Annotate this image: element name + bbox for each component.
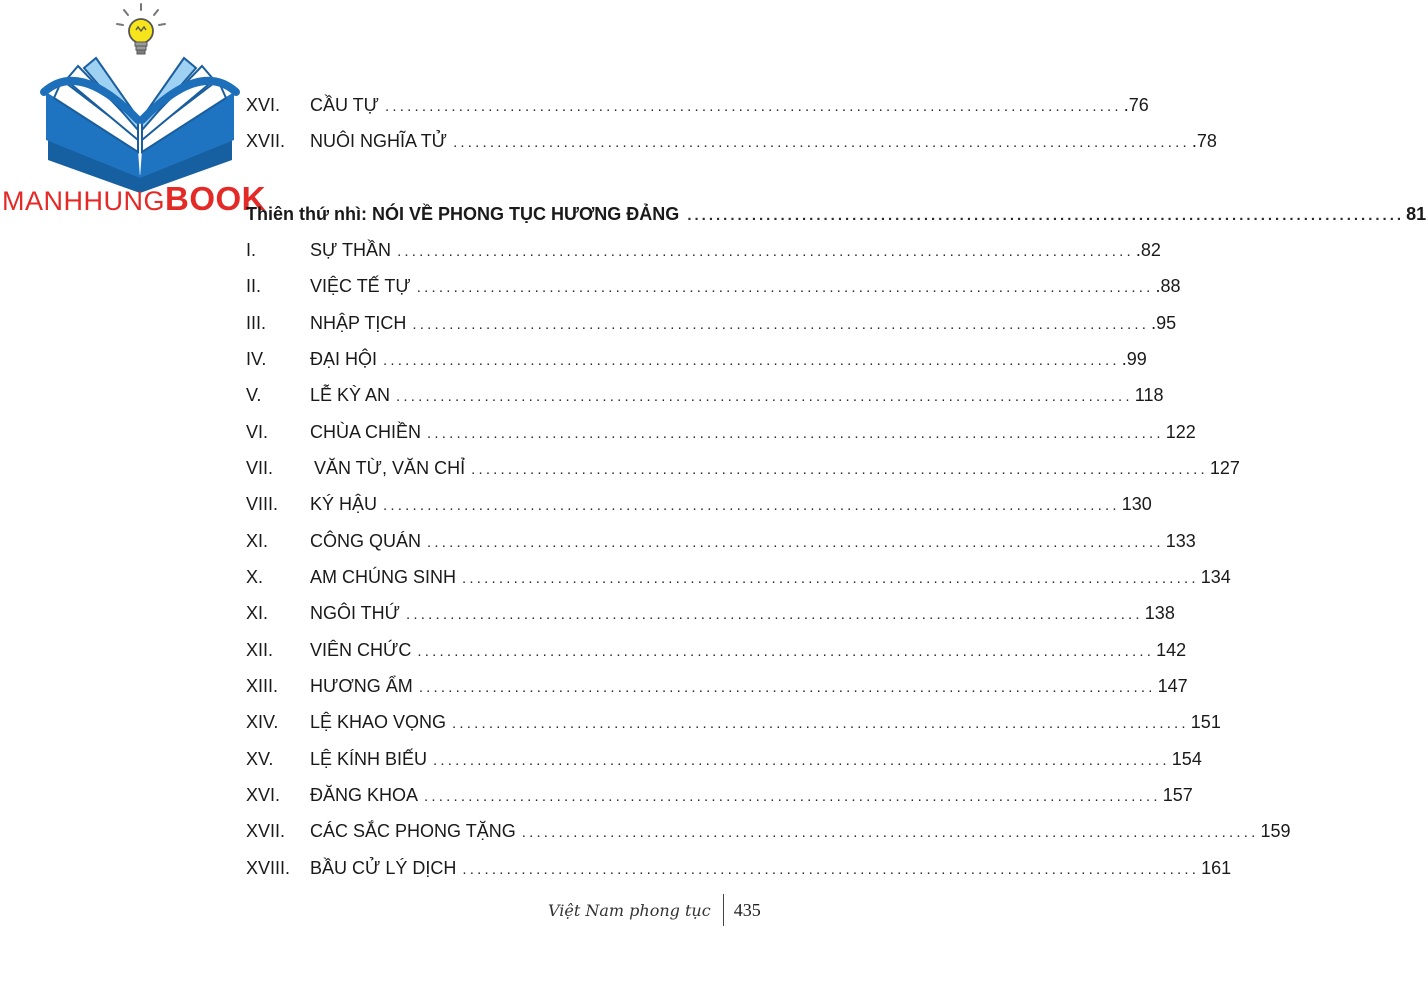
toc-entry-page: .78 [1191,131,1217,151]
running-footer-title: Việt Nam phong tục [548,900,711,920]
toc-entry [246,744,1202,774]
section-heading-title: Thiên thứ nhì: NÓI VỀ PHONG TỤC HƯƠNG ĐẢNG [246,204,680,224]
brand-name-part2: BOOK [165,180,266,217]
toc-entry-number: XV. [246,749,274,769]
dot-leader: .................................................................................................... [433,752,1170,769]
toc-entry-number: VII. [246,458,274,478]
toc-entry-title: BẦU CỬ LÝ DỊCH [310,858,457,878]
toc-entry-page: .95 [1151,313,1177,333]
toc-entry [246,598,1175,628]
dot-leader: .................................................................................................... [383,352,1120,369]
open-book-icon [44,58,236,193]
toc-entry-title: CẦU TỰ [310,95,380,115]
dot-leader: .................................................................................................... [452,715,1189,732]
dot-leader: .................................................................................................... [424,788,1161,805]
toc-entry-title: LỄ KỲ AN [310,385,391,405]
dot-leader: .................................................................................................... [396,388,1133,405]
toc-entry-page: .82 [1135,240,1161,260]
toc-entry-title: ĐẠI HỘI [310,349,378,369]
dot-leader: .................................................................................................... [418,679,1156,696]
page-footer [548,894,761,926]
toc-entry-page: .99 [1121,349,1147,369]
toc-entry-title: LỆ KHAO VỌNG [310,712,447,732]
toc-entry-number: III. [246,313,267,333]
dot-leader: .................................................................................................... [412,316,1150,333]
toc-entry [246,562,1231,592]
toc-entry-page: .76 [1123,95,1149,115]
toc-entry [246,635,1187,665]
toc-entry [246,126,1217,156]
toc-entry-title: NGÔI THỨ [310,603,401,623]
toc-entry-page: 159 [1260,821,1291,841]
toc-entry-page: 157 [1162,785,1193,805]
toc-entry-number: I. [246,240,257,260]
section-heading-page: 81 [1406,204,1426,224]
toc-entry [246,780,1193,810]
toc-entry [246,526,1196,556]
toc-entry-page: 154 [1171,749,1202,769]
toc-entry-title: KÝ HẬU [310,494,378,514]
toc-entry-number: IV. [246,349,267,369]
toc-entry [246,417,1196,447]
toc-entry-number: II. [246,276,262,296]
toc-entry-page: 130 [1121,494,1152,514]
toc-entry-page: 127 [1209,458,1240,478]
toc-entry-title: ĐĂNG KHOA [310,785,419,805]
toc-entry-page: 134 [1200,567,1231,587]
dot-leader: .................................................................................................... [383,497,1120,514]
toc-entry-title: CHÙA CHIỀN [310,422,422,442]
brand-name [2,180,266,218]
dot-leader: .................................................................................................... [462,570,1199,587]
toc-entry-title: VĂN TỪ, VĂN CHỈ [314,458,466,478]
toc-entry [246,308,1177,338]
toc-entry-title: LỆ KÍNH BIẾU [310,749,428,769]
toc-entry [246,853,1232,883]
toc-entry-title: HƯƠNG ẨM [310,676,413,696]
toc-entry [246,344,1147,374]
dot-leader: .................................................................................................... [687,207,1405,224]
toc-entry-number: XIV. [246,712,279,732]
toc-entry-page: 147 [1157,676,1188,696]
dot-leader: .................................................................................................... [385,98,1122,115]
toc-entry-title: NUÔI NGHĨA TỬ [310,131,448,151]
toc-entry-title: VIÊN CHỨC [310,640,412,660]
toc-entry-title: CÔNG QUÁN [310,531,422,551]
toc-entry-number: VI. [246,422,269,442]
toc-entry [246,816,1291,846]
toc-entry-page: 133 [1165,531,1196,551]
toc-entry-number: XIII. [246,676,279,696]
toc-entry [246,707,1221,737]
brand-name-part1: MANHHUNG [2,186,165,216]
toc-entry-page: .88 [1155,276,1181,296]
toc-entry [246,453,1240,483]
toc-entry-page: 151 [1190,712,1221,732]
dot-leader: .................................................................................................... [462,861,1200,878]
dot-leader: .................................................................................................... [427,425,1164,442]
toc-entry-page: 142 [1156,640,1187,660]
dot-leader: .................................................................................................... [453,134,1190,151]
toc-entry-number: XVI. [246,95,281,115]
toc-entry [246,271,1181,301]
toc-entry-page: 118 [1134,385,1164,405]
page-number: 435 [733,899,761,920]
toc-entry-title: CÁC SẮC PHONG TẶNG [310,821,516,841]
toc-entry-number: XII. [246,640,274,660]
lightbulb-icon [117,4,165,54]
toc-entry [246,90,1149,120]
dot-leader: .................................................................................................... [417,643,1155,660]
toc-entry-number: XVII. [246,821,286,841]
toc-entry-number: V. [246,385,262,405]
dot-leader: .................................................................................................... [406,606,1143,623]
dot-leader: .................................................................................................... [397,243,1134,260]
toc-entry-number: XVI. [246,785,281,805]
toc-entry-title: SỰ THẦN [310,240,392,260]
toc-entry [246,380,1164,410]
dot-leader: .................................................................................................... [471,461,1208,478]
toc-entry-number: VIII. [246,494,279,514]
toc-entry-number: XI. [246,603,269,623]
toc-entry-title: VIỆC TẾ TỰ [310,276,411,296]
toc-entry-number: XVIII. [246,858,291,878]
toc-entry-number: XVII. [246,131,286,151]
toc-entry [246,489,1152,519]
dot-leader: .................................................................................................... [427,534,1164,551]
toc-entry-number: X. [246,567,264,587]
toc-entry-title: NHẬP TỊCH [310,313,407,333]
toc-entry-page: 122 [1165,422,1196,442]
toc-entry-page: 161 [1201,858,1232,878]
toc-entry-number: XI. [246,531,269,551]
dot-leader: .................................................................................................... [521,824,1259,841]
toc-entry-title: AM CHÚNG SINH [310,567,457,587]
toc-entry-page: 138 [1144,603,1175,623]
toc-section-heading [246,199,1426,229]
dot-leader: .................................................................................................... [416,279,1154,296]
toc-entry [246,235,1161,265]
toc-entry [246,671,1188,701]
